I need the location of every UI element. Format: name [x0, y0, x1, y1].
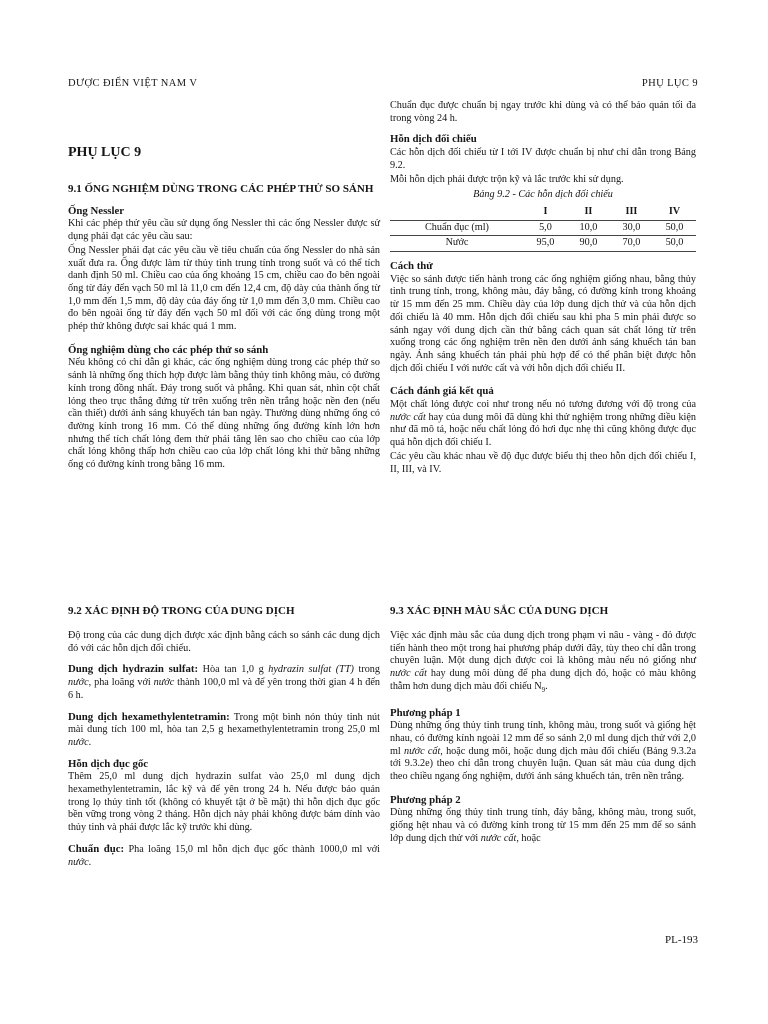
- running-header-right: PHỤ LỤC 9: [641, 78, 698, 89]
- table-cell: 90,0: [567, 236, 610, 252]
- section-9-1-title: 9.1 ỐNG NGHIỆM DÙNG TRONG CÁC PHÉP THỬ SO SÁNH: [68, 182, 374, 195]
- text-run: trong: [353, 664, 380, 676]
- method-2-paragraph: [390, 807, 696, 845]
- italic-run: nước cất: [390, 668, 427, 680]
- comparison-tubes-heading: Ống nghiệm dùng cho các phép thử so sánh: [68, 343, 269, 356]
- reference-paragraph-1: Các hỗn dịch đối chiếu từ I tới IV được chuẩn bị như chỉ dẫn trong Bảng 9.2.: [390, 147, 696, 171]
- nessler-paragraph-1: Khi các phép thử yêu cầu sử dụng ống Nessler thì các ống Nessler được sử dụng phải đạt các yêu cầu sau:: [68, 218, 380, 243]
- hydrazine-paragraph: [68, 663, 380, 702]
- appendix-title: PHỤ LỤC 9: [68, 145, 142, 160]
- text-run: , hoặc dung môi, hoặc dung dịch màu đối chiếu (Bảng 9.3.2a tới 9.3.2e) theo chỉ dẫn trong chuyên luận. Quan sát màu của dung dịch theo chiều ngang ống nghiệm, dưới ánh sáng khuếch tán, trên nền trắng.: [390, 745, 696, 783]
- table-row: [390, 220, 696, 236]
- table-cell: 70,0: [610, 236, 653, 252]
- left-column-top: [68, 147, 380, 473]
- italic-run: nước: [153, 677, 175, 689]
- text-run: Việc xác định màu sắc của dung dịch trong phạm vi nâu - vàng - đỏ được tiến hành theo một trong hai phương pháp dưới đây, tùy theo chỉ dẫn trong chuyên luận. Một dung dịch được coi là không màu nếu nó giống như: [390, 630, 696, 667]
- table-cell: 30,0: [610, 220, 653, 236]
- method-1-heading: Phương pháp 1: [390, 706, 461, 719]
- page-number: PL-193: [665, 934, 698, 946]
- table-caption: Bảng 9.2 - Các hỗn dịch đối chiếu: [473, 189, 613, 201]
- table-header-row: [390, 205, 696, 220]
- table-row: [390, 236, 696, 252]
- italic-run: nước cất: [404, 745, 441, 757]
- italic-run: nước: [68, 736, 89, 748]
- text-run: , hoặc: [516, 832, 541, 844]
- left-column-bottom: [68, 605, 380, 870]
- method-1-paragraph: [390, 720, 696, 784]
- inline-heading: Dung dịch hydrazin sulfat:: [68, 663, 199, 676]
- table-header-cell: II: [567, 205, 610, 220]
- method-2-heading: Phương pháp 2: [390, 793, 461, 806]
- running-header-left: DƯỢC ĐIỂN VIỆT NAM V: [68, 78, 198, 89]
- table-header-cell: IV: [653, 205, 696, 220]
- text-run: Trong một bình nón thủy tinh nút mài dung tích 100 ml, hòa tan 2,5 g hexamethylentetramin trong 25,0 ml: [68, 711, 380, 736]
- text-run: hay của dung môi đã dùng khi thử nghiệm trong những điều kiện như đã mô tả, hoặc nếu chất lỏng đó hơi đục nhẹ thì cũng không được đục quá hỗn dịch đối chiếu I.: [390, 411, 696, 449]
- method-paragraph: Việc so sánh được tiến hành trong các ống nghiệm giống nhau, bằng thủy tinh trung tính, trong, không màu, đáy bằng, có đường kính trong khoảng từ 15 mm đến 25 mm. Chiều dày của lớp dung dịch thử và của hỗn dịch đối chiếu là 40 mm. Hỗn dịch đối chiếu sau khi pha 5 min phải được so sánh ngay với dung dịch cần thử bằng cách quan sát chất lỏng từ trên xuống trong các ống nghiệm trên nền đen dưới ánh sáng khuếch tán ban ngày. Ánh sáng khuếch tán phải phù hợp để có thể phân biệt được hỗn dịch đối chiếu I với nước cất và với hỗn dịch đối chiếu II.: [390, 273, 696, 374]
- method-heading: Cách thử: [390, 260, 433, 273]
- stock-suspension-paragraph: Thêm 25,0 ml dung dịch hydrazin sulfat vào 25,0 ml dung dịch hexamethylentetramin, lắc kỹ và để yên trong 24 h. Nếu được bảo quản trong lọ thủy tinh tốt (không có khuyết tật ở bề mặt) thì hỗn dịch đục gốc bền vững trong vòng 2 tháng. Hỗn dịch này phải không được bám dính vào thủy tinh và phải được lắc kỹ trước khi dùng.: [68, 771, 380, 834]
- right-column-bottom: [390, 605, 696, 847]
- inline-heading: Dung dịch hexamethylentetramin:: [68, 710, 230, 723]
- table-header-cell: [390, 205, 524, 220]
- text-run: .: [88, 736, 92, 748]
- text-run: .: [545, 680, 548, 692]
- nessler-heading: Ống Nessler: [68, 204, 125, 217]
- text-run: Một chất lỏng được coi như trong nếu nó tương đương với độ trong của: [390, 399, 696, 411]
- table-header-cell: I: [524, 205, 567, 220]
- text-run: Dùng những ống thủy tinh trung tính, không màu, trong suốt và giống hệt nhau, có đường kính ngoài 12 mm để so sánh 2,0 ml dung dịch thử với 2,0 ml: [390, 720, 696, 757]
- section-9-2-title: 9.2 XÁC ĐỊNH ĐỘ TRONG CỦA DUNG DỊCH: [68, 605, 295, 617]
- table-cell: Nước: [390, 236, 524, 252]
- table-cell: 50,0: [653, 220, 696, 236]
- italic-run: nước: [68, 856, 89, 868]
- evaluation-heading: Cách đánh giá kết quả: [390, 385, 494, 398]
- table-cell: Chuẩn đục (ml): [390, 220, 524, 236]
- stock-suspension-heading: Hỗn dịch đục gốc: [68, 757, 149, 770]
- text-run: Pha loãng 15,0 ml hỗn dịch đục gốc thành 1000,0 ml với: [124, 843, 381, 855]
- italic-run: nước cất: [390, 411, 426, 423]
- colour-intro: [390, 630, 696, 697]
- opalescence-standard-paragraph: [68, 843, 380, 869]
- reference-suspension-table: [390, 205, 696, 252]
- standard-storage-paragraph: Chuẩn đục được chuẩn bị ngay trước khi dùng và có thể bảo quản tối đa trong vòng 24 h.: [390, 100, 696, 124]
- italic-run: hydrazin sulfat (TT): [268, 664, 354, 676]
- italic-run: nước: [68, 677, 89, 689]
- table-cell: 5,0: [524, 220, 567, 236]
- clarity-intro: Độ trong của các dung dịch được xác định bằng cách so sánh các dung dịch đó với các hỗn dịch đối chiếu.: [68, 630, 380, 654]
- table-cell: 10,0: [567, 220, 610, 236]
- text-run: .: [88, 856, 92, 868]
- italic-run: nước cất: [480, 832, 517, 844]
- subscript-run: 9: [541, 685, 546, 694]
- hexamethylene-paragraph: [68, 711, 380, 750]
- right-column-top: [390, 100, 696, 477]
- section-9-3-title: 9.3 XÁC ĐỊNH MÀU SẮC CỦA DUNG DỊCH: [390, 605, 609, 617]
- inline-heading: Chuẩn đục:: [68, 842, 125, 855]
- evaluation-paragraph-1: [390, 399, 696, 450]
- text-run: hay dung môi dùng để pha dung dịch đó, hoặc có màu không thẫm hơn dung dịch màu đối chiếu N: [390, 668, 696, 692]
- text-run: thành 100,0 ml và để yên trong thời gian 4 h đến 6 h.: [68, 677, 380, 701]
- table-cell: 95,0: [524, 236, 567, 252]
- comparison-tubes-paragraph: Nếu không có chỉ dẫn gì khác, các ống nghiệm dùng trong các phép thử so sánh là những ống thích hợp được làm bằng thủy tinh không màu, có đường kính trong đồng nhất. Đáy trong suốt và phẳng. Khi quan sát, nhìn cột chất lỏng theo trục thẳng đứng từ trên xuống trên nền trắng hoặc nền đen (nếu cần thiết) dưới ánh sáng khuyếch tán ban ngày. Thường dùng những ống có đường kính trong 16 mm. Có thể dùng những ống đường kính lớn hơn nhưng thể tích chất lỏng đem thử phải tăng lên sao cho chiều cao của lớp chất lỏng không thấp hơn chiều cao của lớp chất lỏng khi thử bằng những ống có đường kính trong bằng 16 mm.: [68, 357, 380, 471]
- nessler-paragraph-2: Ống Nessler phải đạt các yêu cầu về tiêu chuẩn của ống Nessler do nhà sản xuất đưa ra. Ống được làm từ thủy tinh trung tính trong suốt và có thể tích danh định 50 ml. Chiều cao của ống khoảng 15 cm, chiều cao đo bên ngoài ống từ đáy đến vạch 50 ml là 11,0 cm đến 12,4 cm, độ dày của thành ống từ 1,0 mm đến 1,5 mm, độ dày của đáy ống từ 1,0 mm đến 3,0 mm. Chiều cao đo bên ngoài ống từ đáy đến vạch 50 ml đối với các ống dùng trong một phép thử không được sai khác quá 1 mm.: [68, 244, 380, 333]
- reference-paragraph-2: Mỗi hỗn dịch phải được trộn kỹ và lắc trước khi sử dụng.: [390, 173, 624, 185]
- reference-suspension-heading: Hỗn dịch đối chiếu: [390, 133, 477, 146]
- text-run: , pha loãng với: [88, 677, 154, 689]
- evaluation-paragraph-2: Các yêu cầu khác nhau về độ đục được biểu thị theo hỗn dịch đối chiếu I, II, III, và IV.: [390, 450, 696, 475]
- text-run: Dùng những ống thủy tinh trung tính, đáy bằng, không màu, trong suốt, giống hệt nhau và có đường kính trong từ 15 mm đến 25 mm để so sánh lớp dung dịch thử với: [390, 807, 696, 844]
- table-cell: 50,0: [653, 236, 696, 252]
- table-header-cell: III: [610, 205, 653, 220]
- text-run: Hòa tan 1,0 g: [198, 664, 269, 676]
